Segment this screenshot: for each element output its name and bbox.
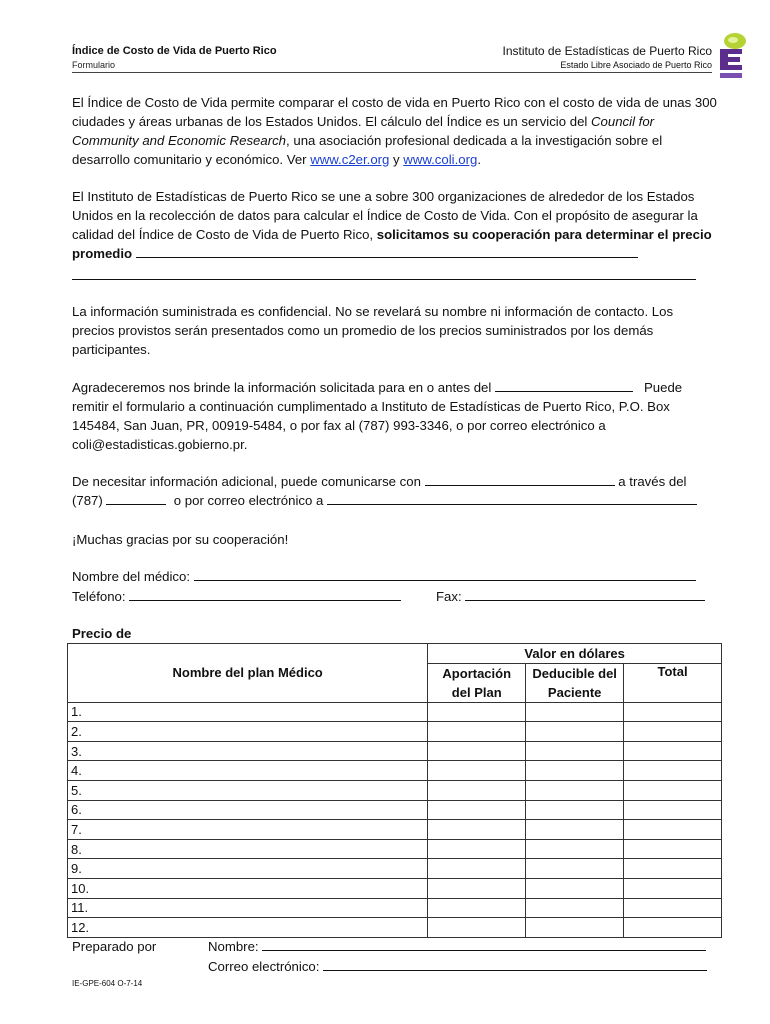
deadline-date-field[interactable] xyxy=(495,379,633,392)
contact-email-field[interactable] xyxy=(327,492,697,505)
total-cell[interactable] xyxy=(624,918,722,938)
plan-name-cell[interactable]: 4. xyxy=(68,761,428,781)
table-row xyxy=(68,839,722,859)
table-row xyxy=(68,761,722,781)
contact-paragraph: De necesitar información adicional, puede comunicarse con a través del (787) o por correo electrónico a xyxy=(72,472,717,510)
patient-deductible-cell[interactable] xyxy=(526,780,624,800)
total-cell[interactable] xyxy=(624,800,722,820)
table-row xyxy=(68,800,722,820)
plan-contribution-cell[interactable] xyxy=(428,918,526,938)
plans-table xyxy=(67,643,722,938)
contact-name-field[interactable] xyxy=(425,473,615,486)
collaboration-paragraph: El Instituto de Estadísticas de Puerto Rico se une a sobre 300 organizaciones de alrededor de los Estados Unidos en la recolección de datos para calcular el Índice de Costo de Vida. Con el propósito de asegurar la calidad del Índice de Costo de Vida de Puerto Rico, solicitamos su cooperación para determinar el precio promedio xyxy=(72,189,712,261)
plan-name-cell[interactable]: 6. xyxy=(68,800,428,820)
patient-deductible-cell[interactable] xyxy=(526,761,624,781)
patient-deductible-cell[interactable] xyxy=(526,859,624,879)
coli-link[interactable]: www.coli.org xyxy=(403,152,478,167)
doctor-row: Nombre del médico: xyxy=(72,567,696,586)
plan-contribution-cell[interactable] xyxy=(428,820,526,840)
institute-name: Instituto de Estadísticas de Puerto Rico xyxy=(502,44,712,58)
total-cell[interactable] xyxy=(624,780,722,800)
patient-deductible-cell[interactable] xyxy=(526,839,624,859)
total-cell[interactable] xyxy=(624,859,722,879)
prepared-by-label: Preparado por xyxy=(72,939,157,954)
total-cell[interactable] xyxy=(624,878,722,898)
total-cell[interactable] xyxy=(624,702,722,722)
plan-contribution-cell[interactable] xyxy=(428,761,526,781)
table-row xyxy=(68,898,722,918)
patient-deductible-cell[interactable] xyxy=(526,722,624,742)
price-of-label: Precio de xyxy=(72,626,132,641)
table-row xyxy=(68,878,722,898)
plan-contribution-cell[interactable] xyxy=(428,878,526,898)
plan-name-cell[interactable]: 11. xyxy=(68,898,428,918)
table-row xyxy=(68,722,722,742)
plan-name-header: Nombre del plan Médico xyxy=(68,644,428,703)
plan-name-cell[interactable]: 1. xyxy=(68,702,428,722)
preparer-name-field[interactable] xyxy=(262,938,706,951)
price-item-blank-line2[interactable] xyxy=(72,265,696,280)
patient-deductible-cell[interactable] xyxy=(526,702,624,722)
form-subtitle: Formulario xyxy=(72,60,116,70)
dollar-value-header: Valor en dólares xyxy=(428,644,722,664)
total-cell[interactable] xyxy=(624,722,722,742)
confidentiality-paragraph: La información suministrada es confidencial. No se revelará su nombre ni información de contacto. Los precios provistos serán presentados como un promedio de los precios suministrados por los demás participantes. xyxy=(72,304,674,357)
plan-name-cell[interactable]: 2. xyxy=(68,722,428,742)
c2er-link[interactable]: www.c2er.org xyxy=(310,152,390,167)
phone-field[interactable] xyxy=(129,588,401,601)
plan-name-cell[interactable]: 8. xyxy=(68,839,428,859)
plan-contribution-cell[interactable] xyxy=(428,839,526,859)
plan-name-cell[interactable]: 9. xyxy=(68,859,428,879)
contact-phone-field[interactable] xyxy=(106,492,166,505)
patient-deductible-cell[interactable] xyxy=(526,741,624,761)
thanks-text: ¡Muchas gracias por su cooperación! xyxy=(72,532,289,547)
phone-row: Teléfono: xyxy=(72,587,401,606)
plan-name-cell[interactable]: 10. xyxy=(68,878,428,898)
header-divider xyxy=(72,72,712,73)
form-code: IE-GPE-604 O-7-14 xyxy=(72,979,143,988)
plan-name-cell[interactable]: 5. xyxy=(68,780,428,800)
table-row xyxy=(68,820,722,840)
patient-deductible-cell[interactable] xyxy=(526,820,624,840)
plan-contribution-cell[interactable] xyxy=(428,722,526,742)
table-row xyxy=(68,859,722,879)
plan-contribution-cell[interactable] xyxy=(428,898,526,918)
total-cell[interactable] xyxy=(624,898,722,918)
plan-contribution-cell[interactable] xyxy=(428,800,526,820)
patient-deductible-cell[interactable] xyxy=(526,918,624,938)
patient-deductible-cell[interactable] xyxy=(526,800,624,820)
submission-paragraph: Agradeceremos nos brinde la información solicitada para en o antes del Puede remitir el formulario a continuación cumplimentado a Instituto de Estadísticas de Puerto Rico, P.O. Box 145484, San Juan, PR, 00919-5484, o por fax al (787) 993-3346, o por correo electrónico a coli@estadisticas.gobierno.pr. xyxy=(72,380,683,452)
total-cell[interactable] xyxy=(624,839,722,859)
form-title: Índice de Costo de Vida de Puerto Rico xyxy=(72,45,277,57)
patient-deductible-cell[interactable] xyxy=(526,898,624,918)
plan-contribution-header: Aportación del Plan xyxy=(428,663,526,702)
plan-name-cell[interactable]: 7. xyxy=(68,820,428,840)
plan-name-cell[interactable]: 3. xyxy=(68,741,428,761)
preparer-name-row: Nombre: xyxy=(208,937,706,956)
table-row xyxy=(68,741,722,761)
table-row xyxy=(68,780,722,800)
institute-subtitle: Estado Libre Asociado de Puerto Rico xyxy=(560,60,712,70)
plan-contribution-cell[interactable] xyxy=(428,741,526,761)
table-row xyxy=(68,702,722,722)
fax-row: Fax: xyxy=(436,587,705,606)
doctor-name-field[interactable] xyxy=(194,568,696,581)
patient-deductible-cell[interactable] xyxy=(526,878,624,898)
price-item-blank[interactable] xyxy=(136,245,638,258)
total-header: Total xyxy=(624,663,722,702)
table-row xyxy=(68,918,722,938)
plan-name-cell[interactable]: 12. xyxy=(68,918,428,938)
total-cell[interactable] xyxy=(624,820,722,840)
intro-paragraph: El Índice de Costo de Vida permite comparar el costo de vida en Puerto Rico con el costo de vida de unas 300 ciudades y áreas urbanas de los Estados Unidos. El cálculo del Índice es un servicio del Council for Community and Economic Research, una asociación profesional dedicada a la investigación sobre el desarrollo comunitario y económico. Ver www.c2er.org y www.coli.org. xyxy=(72,95,717,167)
total-cell[interactable] xyxy=(624,761,722,781)
preparer-email-field[interactable] xyxy=(323,958,707,971)
fax-field[interactable] xyxy=(465,588,705,601)
patient-deductible-header: Deducible del Paciente xyxy=(526,663,624,702)
institute-logo-icon xyxy=(717,33,747,81)
plan-contribution-cell[interactable] xyxy=(428,780,526,800)
plan-contribution-cell[interactable] xyxy=(428,702,526,722)
preparer-email-row: Correo electrónico: xyxy=(208,957,707,976)
total-cell[interactable] xyxy=(624,741,722,761)
plan-contribution-cell[interactable] xyxy=(428,859,526,879)
